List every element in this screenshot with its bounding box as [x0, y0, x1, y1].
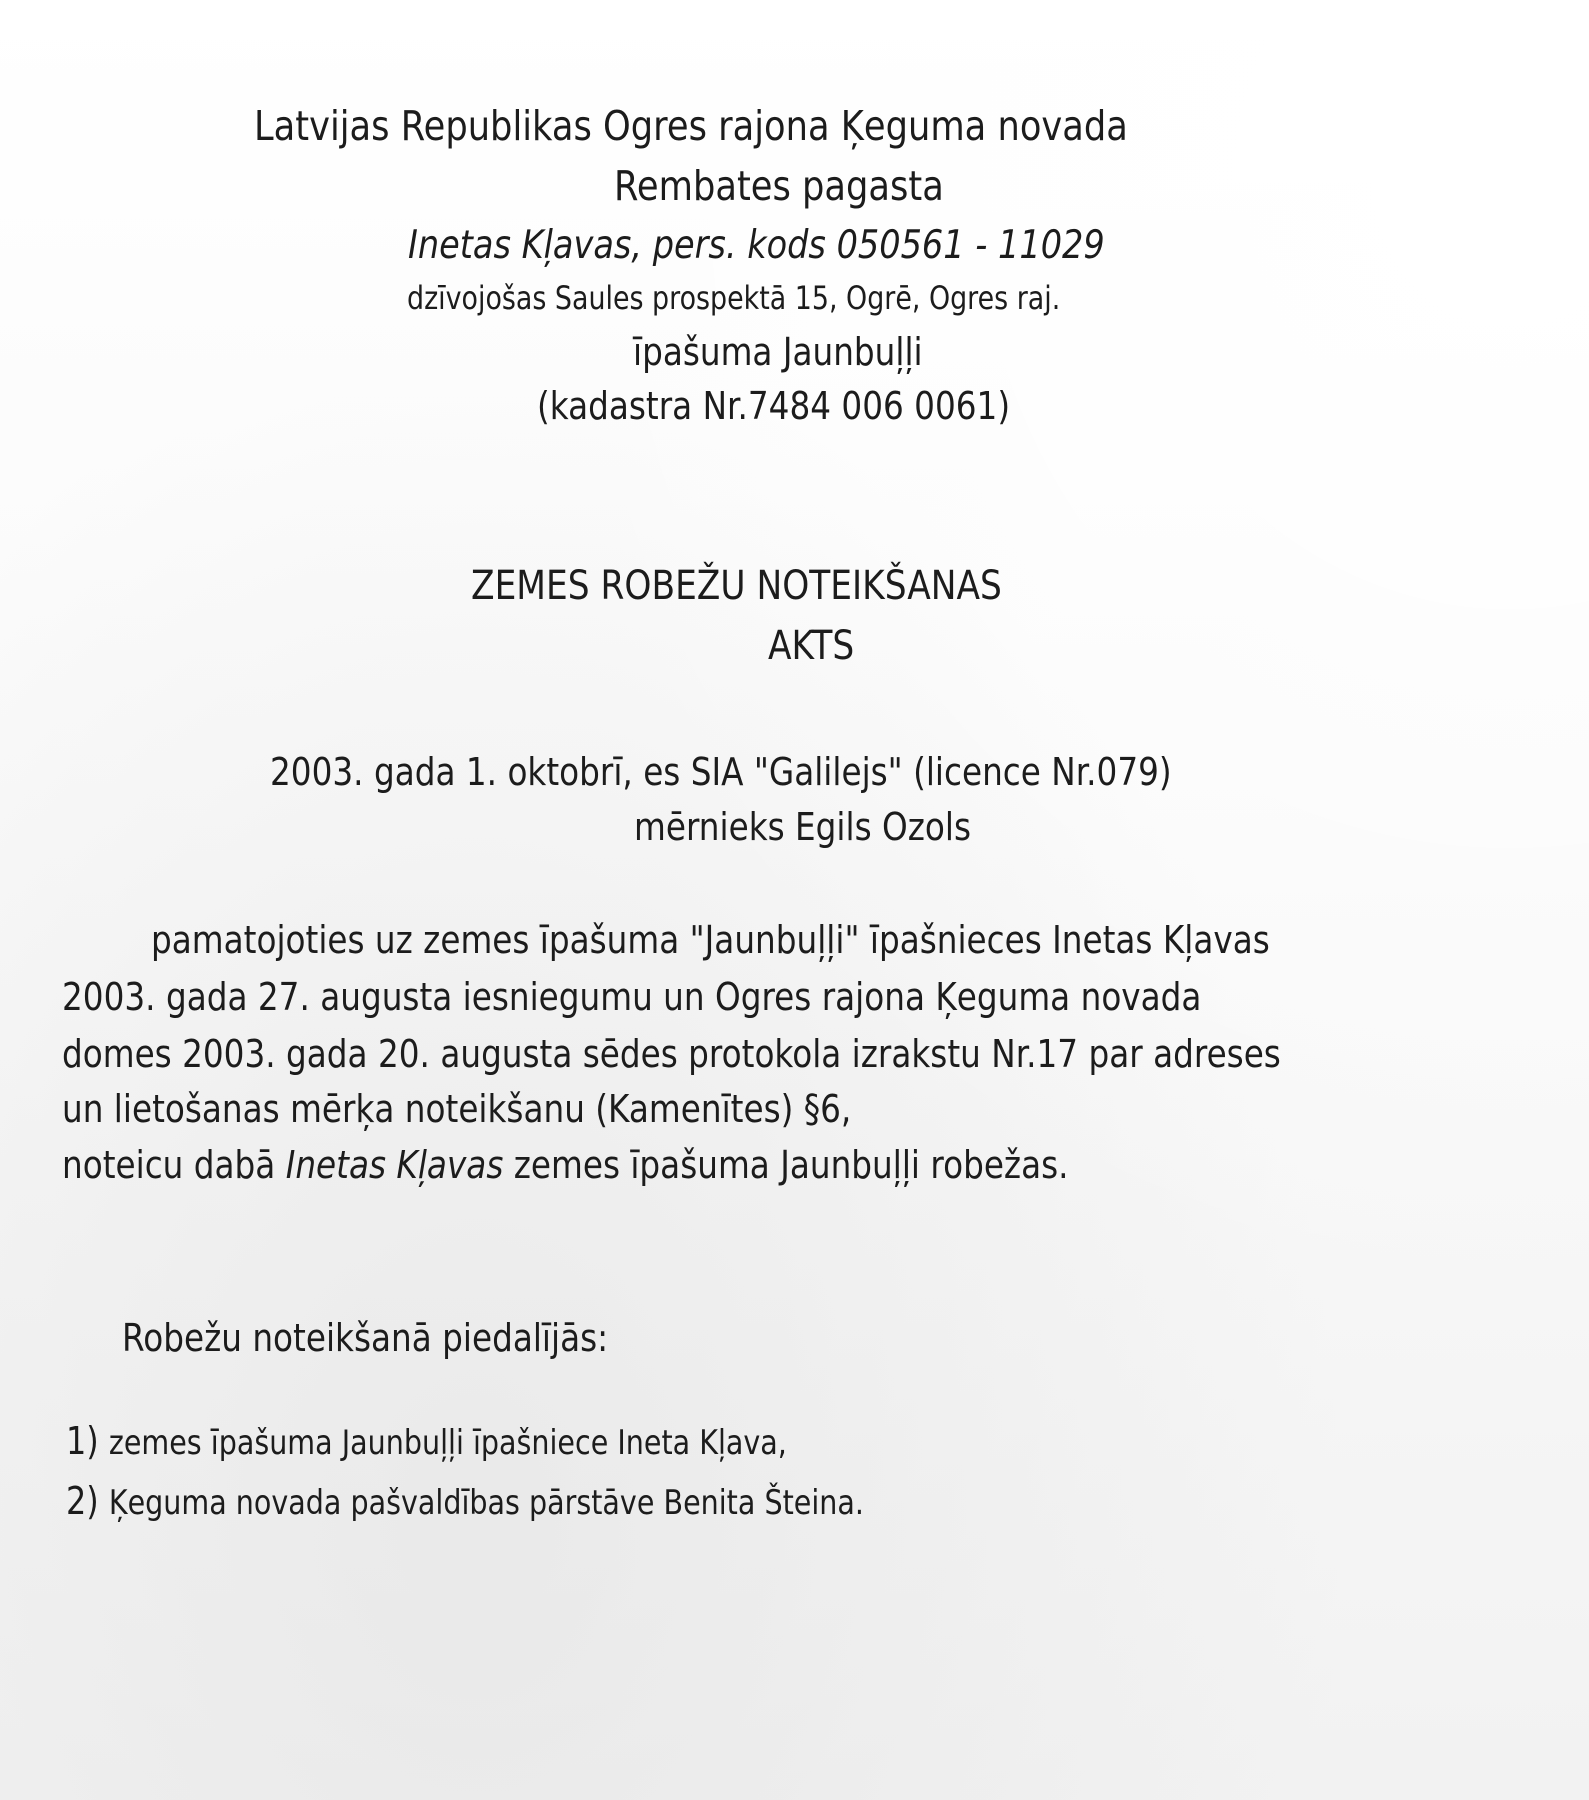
body-line-4: un lietošanas mērķa noteikšanu (Kamenītes) §6, [62, 1087, 852, 1131]
document-title: ZEMES ROBEŽU NOTEIKŠANAS [471, 563, 1002, 609]
body-line-2: 2003. gada 27. augusta iesniegumu un Ogres rajona Ķeguma novada [62, 975, 1202, 1019]
cadastre-number: (kadastra Nr.7484 006 0061) [537, 384, 1011, 428]
header-line-1: Latvijas Republikas Ogres rajona Ķeguma novada [254, 102, 1128, 150]
participant-text: zemes īpašuma Jaunbuļļi īpašniece Ineta Kļava, [108, 1423, 787, 1463]
header-line-2: Rembates pagasta [614, 162, 944, 210]
participant-item [66, 1479, 864, 1523]
owner-address: dzīvojošas Saules prospektā 15, Ogrē, Ogres raj. [407, 279, 1061, 317]
intro-line-1: 2003. gada 1. oktobrī, es SIA "Galilejs" (licence Nr.079) [270, 750, 1172, 794]
intro-line-2: mērnieks Egils Ozols [634, 805, 971, 849]
participant-number: 1) [66, 1419, 99, 1463]
document-title-act: AKTS [768, 623, 855, 669]
participants-heading: Robežu noteikšanā piedalījās: [122, 1316, 609, 1360]
participant-item [66, 1419, 787, 1463]
body-line-5-owner: Inetas Kļavas [285, 1143, 504, 1187]
body-line-5-suffix: zemes īpašuma Jaunbuļļi robežas. [503, 1143, 1069, 1187]
body-line-5 [62, 1143, 1069, 1187]
participant-text: Ķeguma novada pašvaldības pārstāve Benita Šteina. [108, 1483, 864, 1523]
owner-line: Inetas Kļavas, pers. kods 050561 - 11029 [408, 223, 1105, 268]
body-line-1: pamatojoties uz zemes īpašuma "Jaunbuļļi" īpašnieces Inetas Kļavas [151, 918, 1270, 962]
body-line-3: domes 2003. gada 20. augusta sēdes protokola izrakstu Nr.17 par adreses [62, 1032, 1281, 1076]
participant-number: 2) [66, 1479, 99, 1523]
property-name: īpašuma Jaunbuļļi [633, 330, 923, 374]
body-line-5-prefix: noteicu dabā [62, 1143, 286, 1187]
